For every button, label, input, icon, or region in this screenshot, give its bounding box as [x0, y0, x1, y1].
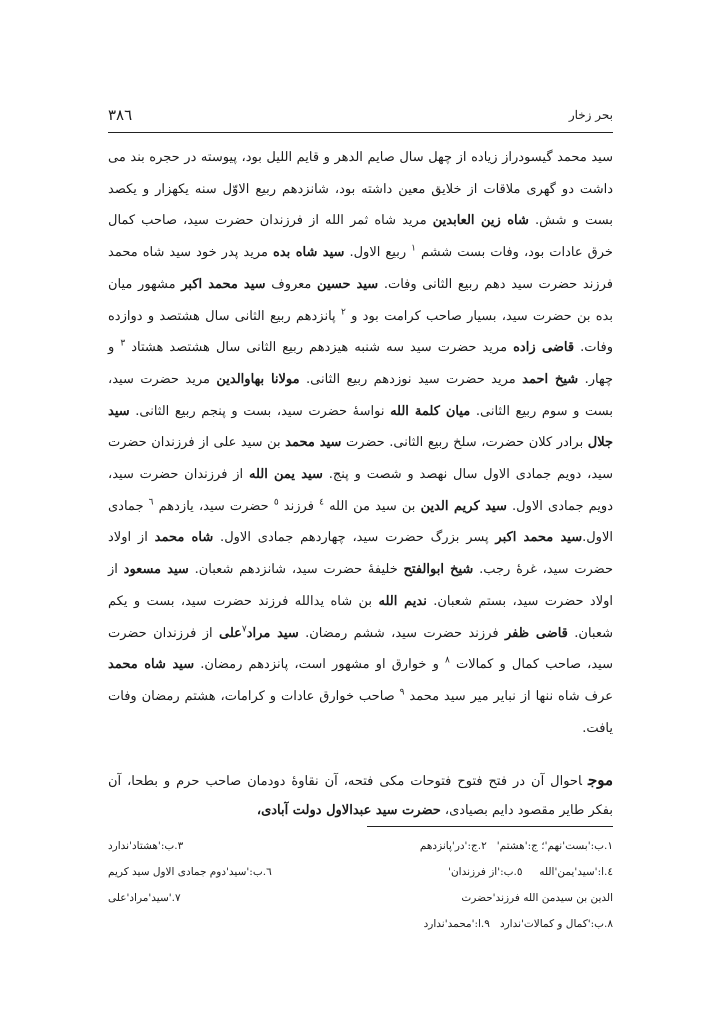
footnote-row	[108, 911, 613, 937]
page-header	[108, 106, 613, 128]
bold-name: سید جلال	[108, 403, 613, 451]
text-run: از فرزندان حضرت سید، دویم جمادی الاول.	[108, 467, 614, 514]
footnote-3: ٣.ب:'هشتاد'ندارد	[108, 840, 184, 852]
footnote-4-5: ٤.ا:'سید'یمن'الله ٥.ب:'از فرزندان'	[448, 866, 613, 878]
text-run: نواسهٔ حضرت سید، بست و پنجم ربیع الثانی.	[129, 403, 391, 419]
bold-name: مولانا بهاوالدین	[216, 371, 300, 387]
mauj-section	[108, 766, 613, 825]
text-run: مرید شاه ثمر الله از فرزندان حضرت سید، صاحب کمال خرق عادات بود، وفات بست ششم	[108, 213, 613, 261]
footnote-8-9: ٨.ب:'کمال و کمالات'ندارد ٩.ا:'محمد'ندارد	[423, 918, 613, 930]
text-run: پانزدهم ربیع الثانی سال هشتصد و دوازده وفات.	[108, 308, 614, 356]
footnote-row	[108, 885, 613, 911]
footnote-7: ٧.'سید'مراد'علی	[108, 892, 181, 904]
text-run: جمادی الاول.	[108, 498, 613, 546]
text-run: از اولاد حضرت سید، بستم شعبان.	[108, 562, 614, 609]
mauj-text: احوال آن در فتح فتوح فتوحات مکی فتحه، آن نقاوهٔ دودمان صاحب حرم و بطحا، آن بفکر طایر مقصود دایم بصیادی،	[108, 774, 613, 818]
main-text	[108, 142, 613, 744]
footnote-marker: ٣	[120, 338, 126, 349]
footnote-row	[108, 859, 613, 885]
bold-name: سید محمد اکبر	[181, 276, 266, 292]
text-run: مرید حضرت سید، بست و سوم ربیع الثانی.	[108, 371, 613, 419]
bold-name: شیخ ابوالفتح	[403, 562, 474, 578]
mauj-heading: موج	[587, 771, 613, 789]
mauj-bold-name: حضرت سید عبدالاول دولت آبادی،	[256, 803, 441, 818]
footnote-marker: ٦	[148, 497, 154, 508]
footnote-1-2: ١.ب:'بست'نهم'؛ ج:'هشتم' ٢.ج:'در'پانزدهم	[419, 840, 613, 852]
bold-name: شاه زین العابدین	[432, 213, 529, 229]
text-run: سید محمد گیسودراز زیاده از چهل سال صایم الدهر و قایم اللیل بود، پیوسته در حجره بند می داشت دو گهری ملاقات از خلایق معین داشته بود، شانزدهم ربیع الاوّل سنه یکهزار و یکصد بست و شش.	[108, 150, 613, 229]
bold-name: شاه محمد	[154, 530, 214, 546]
bold-name: سید شاه بده	[273, 245, 345, 261]
bold-name: علی	[219, 625, 242, 641]
text-run: از فرزندان حضرت سید، صاحب کمال و کمالات	[108, 625, 613, 673]
text-run: و خوارق او مشهور است، پانزدهم رمضان.	[194, 657, 446, 673]
text-run: فرزند حضرت سید، ششم رمضان.	[298, 625, 505, 641]
header-rule	[108, 132, 613, 133]
text-run: مرید حضرت سید سه شنبه هیزدهم ربیع الثانی سال هشتصد هشتاد	[125, 340, 514, 356]
bold-name: سید محمد اکبر	[495, 530, 583, 546]
bold-name: شیخ احمد	[522, 371, 579, 387]
footnote-rule	[367, 826, 613, 827]
bold-name: میان کلمة الله	[390, 403, 471, 419]
text-run: خلیفهٔ حضرت سید، شانزدهم شعبان.	[188, 562, 404, 578]
footnote-6-continued: الدین بن سیدمن الله فرزند'حضرت	[461, 892, 613, 904]
footnote-marker: ٢	[340, 307, 346, 318]
text-run: و چهار.	[108, 340, 613, 387]
text-run: صاحب خوارق عادات و کرامات، هشتم رمضان وفات یافت.	[108, 688, 613, 736]
footnote-row	[108, 833, 613, 859]
body-paragraph	[108, 142, 613, 744]
footnote-marker: ١	[411, 243, 416, 254]
text-run: پسر بزرگ حضرت سید، چهاردهم جمادی الاول.	[213, 530, 496, 546]
text-run: حضرت سید، یازدهم	[153, 498, 274, 514]
bold-name: سید مسعود	[123, 562, 189, 578]
text-run: مشهور میان بده بن حضرت سید، بسیار صاحب کرامت بود و	[108, 276, 613, 324]
bold-name: ندیم الله	[378, 593, 427, 609]
bold-name: سید کریم الدین	[420, 498, 507, 514]
text-run: بن سید من الله	[323, 498, 421, 514]
bold-name: قاضی ظفر	[504, 625, 568, 641]
text-run: ربیع الاول.	[344, 245, 412, 261]
footnote-marker: ٩	[399, 687, 405, 698]
text-run: بن سید علی از فرزندان حضرت سید، دویم جمادی الاول سال نهصد و شصت و پنج.	[108, 435, 613, 483]
text-run: بن شاه یدالله فرزند حضرت سید، بست و یکم شعبان.	[108, 593, 613, 641]
bold-name: سید مراد	[246, 625, 299, 641]
footnote-6: ٦.ب:'سید'دوم جمادی الاول سید کریم	[108, 866, 272, 878]
text-run: از اولاد حضرت سید، غرهٔ رجب.	[108, 530, 613, 578]
bold-name: قاضی زاده	[513, 340, 575, 356]
text-run: فرزند	[278, 498, 320, 514]
text-run: برادر کلان حضرت، سلخ ربیع الثانی. حضرت	[341, 435, 588, 451]
bold-name: سید شاه محمد	[108, 657, 195, 673]
bold-name: سید محمد	[285, 435, 342, 451]
text-run: معروف	[265, 276, 318, 292]
footnote-marker: ٥	[273, 497, 279, 508]
bold-name: سید یمن الله	[248, 467, 323, 483]
text-run: مرید پدر خود سید شاه محمد فرزند حضرت سید دهم ربیع الثانی وفات.	[108, 245, 613, 292]
page-number: ۳۸٦	[108, 106, 133, 124]
footnotes	[108, 833, 613, 937]
running-title: بحر زخار	[568, 108, 613, 122]
footnote-marker: ٤	[319, 497, 324, 508]
bold-name: سید حسین	[317, 276, 379, 292]
text-run: عرف شاه ننها از نبایر میر سید محمد	[404, 688, 613, 704]
text-run: مرید حضرت سید نوزدهم ربیع الثانی.	[299, 371, 523, 387]
footnote-marker: ٧	[241, 624, 247, 635]
footnote-marker: ٨	[445, 655, 450, 666]
